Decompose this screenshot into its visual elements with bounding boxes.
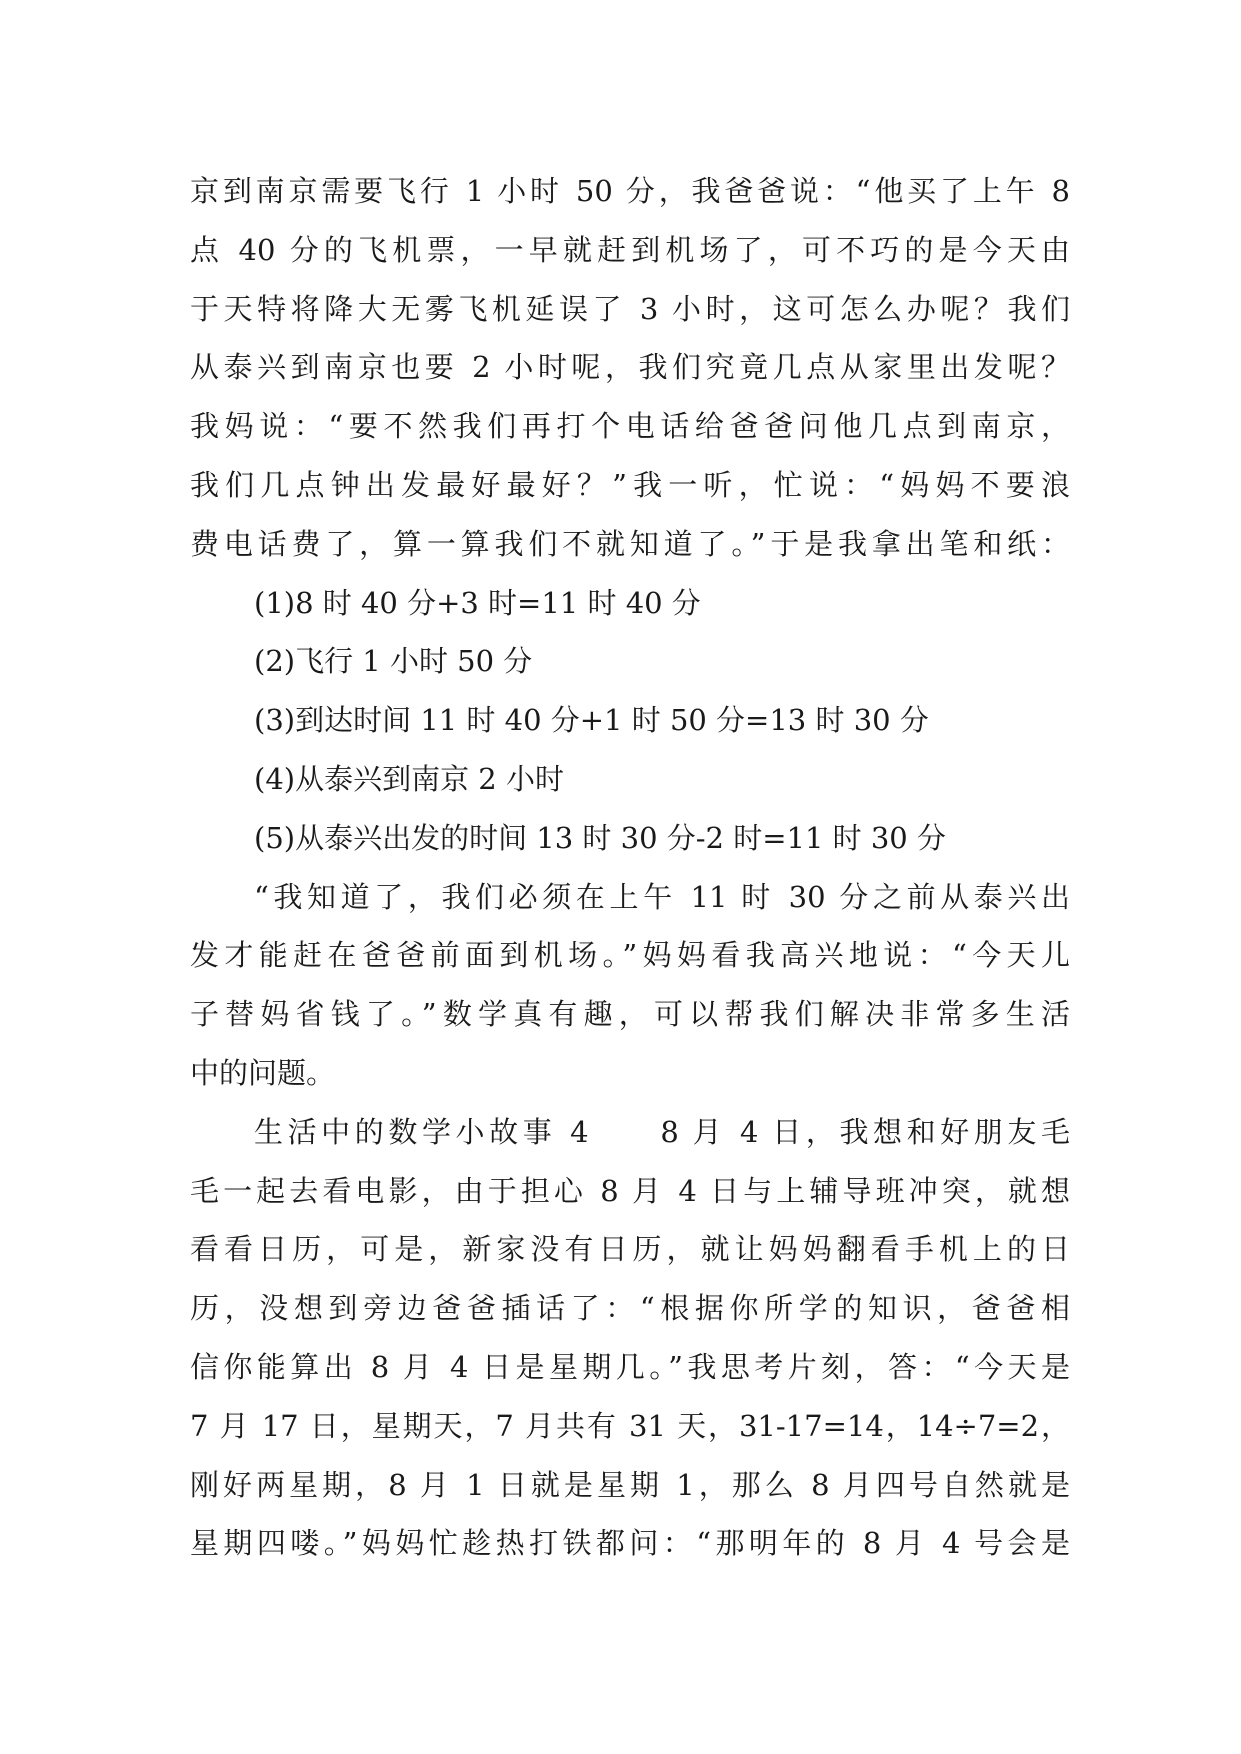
text-line: 我们几点钟出发最好最好？”我一听，忙说：“妈妈不要浪: [190, 467, 1070, 502]
text-line: 7 月 17 日，星期天，7 月共有 31 天，31-17=14，14÷7=2，: [190, 1408, 1070, 1443]
text-line: 发才能赶在爸爸前面到机场。”妈妈看我高兴地说：“今天儿: [190, 938, 1070, 973]
text-line: 星期四喽。”妈妈忙趁热打铁都问：“那明年的 8 月 4 号会是: [190, 1526, 1070, 1561]
text-line: 历，没想到旁边爸爸插话了：“根据你所学的知识，爸爸相: [190, 1291, 1070, 1326]
text-line: 信你能算出 8 月 4 日是星期几。”我思考片刻，答：“今天是: [190, 1349, 1070, 1384]
text-line: 费电话费了，算一算我们不就知道了。”于是我拿出笔和纸：: [190, 526, 1070, 561]
document-body: [190, 162, 1070, 1573]
text-line: 刚好两星期，8 月 1 日就是星期 1，那么 8 月四号自然就是: [190, 1467, 1070, 1502]
text-line: 从泰兴到南京也要 2 小时呢，我们究竟几点从家里出发呢？: [190, 350, 1070, 385]
text-line: 京到南京需要飞行 1 小时 50 分，我爸爸说：“他买了上午 8: [190, 174, 1070, 208]
paragraph-start-line: “我知道了，我们必须在上午 11 时 30 分之前从泰兴出: [254, 879, 1070, 914]
story-heading-line: 生活中的数学小故事 4 8 月 4 日，我想和好朋友毛: [254, 1114, 1070, 1149]
calculation-step: (2)飞行 1 小时 50 分: [254, 644, 533, 679]
text-line: 于天特将降大无雾飞机延误了 3 小时，这可怎么办呢？我们: [190, 291, 1070, 326]
calculation-step: (4)从泰兴到南京 2 小时: [254, 761, 564, 796]
text-line: 点 40 分的飞机票，一早就赶到机场了，可不巧的是今天由: [190, 232, 1070, 267]
text-line: 看看日历，可是，新家没有日历，就让妈妈翻看手机上的日: [190, 1232, 1070, 1267]
text-line: 我妈说：“要不然我们再打个电话给爸爸问他几点到南京，: [190, 409, 1070, 444]
text-line: 子替妈省钱了。”数学真有趣，可以帮我们解决非常多生活: [190, 997, 1070, 1032]
calculation-step: (1)8 时 40 分+3 时=11 时 40 分: [254, 585, 701, 620]
calculation-step: (3)到达时间 11 时 40 分+1 时 50 分=13 时 30 分: [254, 703, 929, 738]
text-line: 毛一起去看电影，由于担心 8 月 4 日与上辅导班冲突，就想: [190, 1173, 1070, 1208]
calculation-step: (5)从泰兴出发的时间 13 时 30 分-2 时=11 时 30 分: [254, 820, 946, 855]
text-line: 中的问题。: [190, 1055, 336, 1090]
